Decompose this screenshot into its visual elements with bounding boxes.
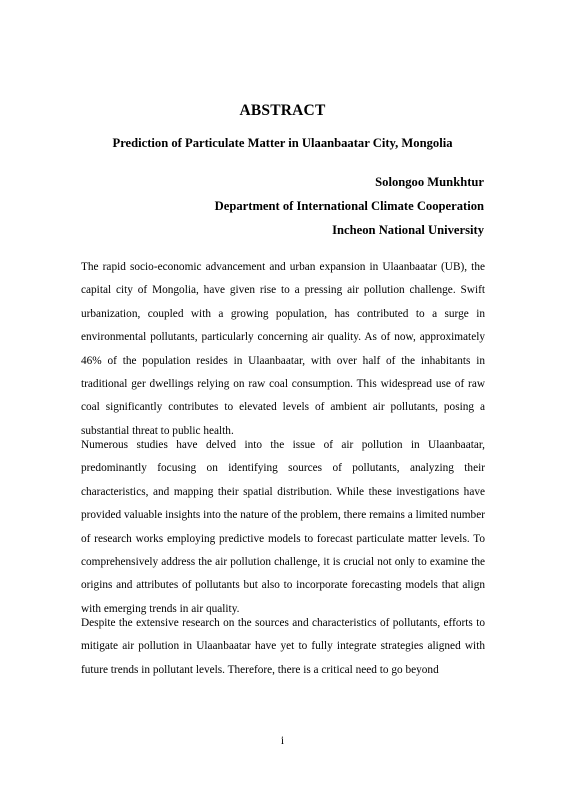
paper-title: Prediction of Particulate Matter in Ulaanbaatar City, Mongolia — [112, 136, 453, 150]
abstract-paragraph-2: Numerous studies have delved into the issue of air pollution in Ulaanbaatar, predominantly focusing on identifying sources of pollutants, analyzing their characteristics, and mapping their spatial distribution. While these investigations have provided valuable insights into the nature of the problem, there remains a limited number of research works employing predictive models to forecast particulate matter levels. To comprehensively address the air pollution challenge, it is crucial not only to examine the origins and attributes of pollutants but also to incorporate forecasting models that align with emerging trends in air quality. — [81, 439, 485, 615]
page-number: i — [280, 735, 285, 747]
author-university: Incheon National University — [332, 223, 484, 237]
author-name: Solongoo Munkhtur — [375, 175, 484, 189]
abstract-heading: ABSTRACT — [239, 102, 326, 119]
abstract-paragraph-3: Despite the extensive research on the sources and characteristics of pollutants, efforts to mitigate air pollution in Ulaanbaatar have yet to fully integrate strategies aligned with future trends in pollutant levels. Therefore, there is a critical need to go beyond — [81, 617, 485, 676]
author-block — [215, 170, 484, 242]
abstract-paragraph-1: The rapid socio-economic advancement and urban expansion in Ulaanbaatar (UB), the capital city of Mongolia, have given rise to a pressing air pollution challenge. Swift urbanization, coupled with a growing population, has contributed to a surge in environmental pollutants, particularly concerning air quality. As of now, approximately 46% of the population resides in Ulaanbaatar, with over half of the inhabitants in traditional ger dwellings relying on raw coal consumption. This widespread use of raw coal significantly contributes to elevated levels of ambient air pollutants, posing a substantial threat to public health. — [81, 261, 485, 437]
author-department: Department of International Climate Cooperation — [214, 199, 484, 213]
